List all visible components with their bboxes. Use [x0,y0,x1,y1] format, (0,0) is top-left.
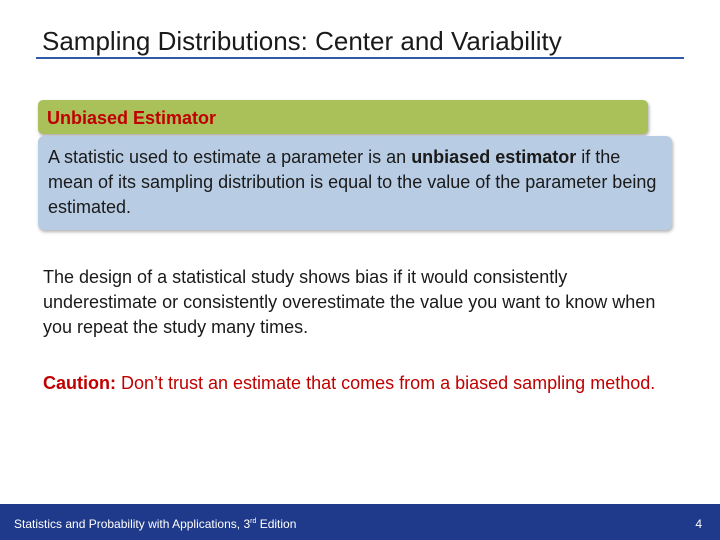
footer-bar [0,504,720,540]
definition-text-before: A statistic used to estimate a parameter is an [48,147,412,167]
definition-header [38,100,648,134]
definition-text-after: if the mean of its sampling distribution is equal to the value of the parameter being estimated. [48,147,657,217]
definition-text [48,145,668,220]
footer-text-main: Statistics and Probability with Applications, 3 [14,517,251,531]
definition-header-label: Unbiased Estimator [47,108,217,128]
slide-title: Sampling Distributions: Center and Variability [42,26,562,56]
definition-term: unbiased estimator [411,147,577,167]
caution-note [43,371,683,396]
footer-text-sup: rd [250,518,257,525]
bias-paragraph: The design of a statistical study shows bias if it would consistently underestimate or consistently overestimate the value you want to know when you repeat the study many times. [43,267,656,337]
caution-text: Don’t trust an estimate that comes from a biased sampling method. [115,373,656,393]
caution-label: Caution: [43,373,116,393]
footer-text-end: Edition [256,517,297,531]
footer-book-title [14,517,296,531]
page-number: 4 [695,517,702,531]
title-underline [36,57,684,59]
definition-body [38,136,672,230]
